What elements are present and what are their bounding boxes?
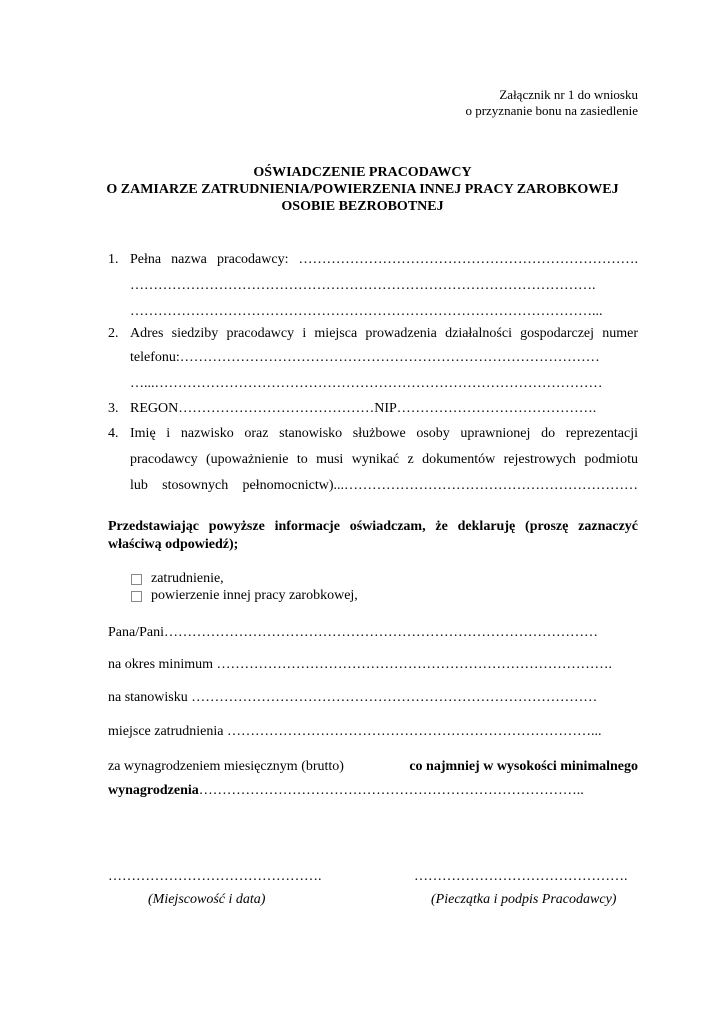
field-miejsce-zatrudnienia: miejsce zatrudnienia ……………………………………………………………………...	[108, 724, 602, 739]
signature-right-dots: ……………………………………….	[414, 869, 628, 884]
item-2-number: 2.	[108, 326, 119, 341]
item-2-line-3: …...……………………………………………………………………………………	[130, 376, 603, 391]
wynagrodzenie-dots: ………………………………………………………………………..	[198, 783, 584, 798]
item-4-line-1: Imię i nazwisko oraz stanowisko służbowe osoby uprawnionej do reprezentacji	[130, 426, 638, 441]
declaration-line-1: Przedstawiając powyższe informacje oświadczam, że deklaruję (proszę zaznaczyć	[108, 519, 638, 534]
item-1-line-2: ……………………………………………………………………………………….	[130, 278, 596, 293]
field-pana-pani: Pana/Pani…………………………………………………………………………………	[108, 625, 598, 640]
wynagrodzenie-label: wynagrodzenia	[108, 783, 199, 798]
option-employment-checkbox[interactable]	[131, 574, 142, 585]
signature-left-caption: (Miejscowość i data)	[148, 892, 266, 907]
item-4-number: 4.	[108, 426, 119, 441]
field-okres-minimum: na okres minimum ………………………………………………………………………….	[108, 657, 612, 672]
attachment-line-1: Załącznik nr 1 do wniosku	[499, 87, 638, 102]
option-other-work-label: powierzenie innej pracy zarobkowej,	[151, 588, 358, 603]
item-4-line-2: pracodawcy (upoważnienie to musi wynikać z dokumentów rejestrowych podmiotu	[130, 452, 638, 467]
attachment-line-2: o przyznanie bonu na zasiedlenie	[465, 103, 638, 118]
item-1-line-3: ………………………………………………………………………………………...	[130, 304, 603, 319]
item-3-number: 3.	[108, 401, 119, 416]
item-1-number: 1.	[108, 252, 119, 267]
item-2-line-1: Adres siedziby pracodawcy i miejsca prowadzenia działalności gospodarczej numer	[130, 326, 638, 341]
item-3-line-1: REGON……………………………………NIP…………………………………….	[130, 401, 597, 416]
wynagrodzenie-normal-text: za wynagrodzeniem miesięcznym (brutto)	[108, 759, 344, 774]
item-2-line-2: telefonu:………………………………………………………………………………	[130, 350, 600, 365]
declaration-line-2: właściwą odpowiedź);	[108, 537, 239, 552]
signature-left-dots: ……………………………………….	[108, 869, 322, 884]
field-wynagrodzenie-line-2	[108, 784, 584, 798]
signature-right-caption: (Pieczątka i podpis Pracodawcy)	[431, 892, 617, 907]
field-stanowisko: na stanowisku ……………………………………………………………………………	[108, 690, 598, 705]
title-line-1: OŚWIADCZENIE PRACODAWCY	[253, 165, 472, 180]
item-4-line-3: lub stosownych pełnomocnictw)...………………………………………………………	[130, 478, 638, 493]
field-wynagrodzenie-line-1	[108, 760, 638, 774]
title-line-2: O ZAMIARZE ZATRUDNIENIA/POWIERZENIA INNEJ PRACY ZAROBKOWEJ	[106, 182, 619, 197]
title-line-3: OSOBIE BEZROBOTNEJ	[281, 199, 444, 214]
item-1-line-1: Pełna nazwa pracodawcy: ……………………………………………………………….	[130, 252, 638, 267]
wynagrodzenie-bold-text: co najmniej w wysokości minimalnego	[409, 759, 638, 774]
option-employment-label: zatrudnienie,	[151, 571, 224, 586]
option-other-work-checkbox[interactable]	[131, 591, 142, 602]
